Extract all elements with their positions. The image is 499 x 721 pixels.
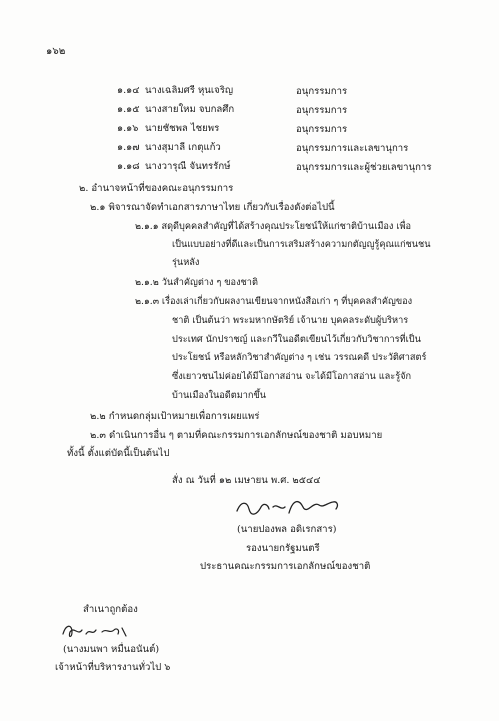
section-heading: ๒. อำนาจหน้าที่ของคณะอนุกรรมการ	[79, 183, 234, 194]
certifier-title: เจ้าหน้าที่บริหารงานทั่วไป ๖	[55, 662, 171, 673]
date-line: สั่ง ณ วันที่ ๑๒ เมษายน พ.ศ. ๒๕๔๔	[172, 475, 321, 486]
member-name: นายชัชพล ไชยพร	[145, 123, 220, 134]
member-role: อนุกรรมการ	[296, 86, 348, 97]
member-num: ๑.๑๖	[117, 123, 139, 134]
signer-name: (นายปองพล อดิเรกสาร)	[237, 524, 337, 535]
item-2-1-3-line: บ้านเมืองในอดีตมากขึ้น	[172, 390, 267, 401]
item-2-1-3-line: ประโยชน์ หรือหลักวิชาสำคัญต่าง ๆ เช่น วรรณคดี ประวัติศาสตร์	[172, 352, 427, 363]
page-number: ๑๖๒	[46, 46, 66, 57]
item-2-1: ๒.๑ พิจารณาจัดทำเอกสารภาษาไทย เกี่ยวกับเรื่องดังต่อไปนี้	[90, 202, 335, 213]
item-2-1-3-line: ๒.๑.๓ เรื่องเล่าเกี่ยวกับผลงานเขียนจากหนังสือเก่า ๆ ที่บุคคลสำคัญของ	[135, 296, 413, 307]
item-2-1-2: ๒.๑.๒ วันสำคัญต่าง ๆ ของชาติ	[135, 277, 258, 288]
item-2-1-3-line: ซึ่งเยาวชนไม่ค่อยได้มีโอกาสอ่าน จะได้มีโอกาสอ่าน และรู้จัก	[172, 371, 412, 382]
member-name: นางเฉลิมศรี หุนเจริญ	[145, 85, 234, 96]
item-2-3: ๒.๓ ดำเนินการอื่น ๆ ตามที่คณะกรรมการเอกลักษณ์ของชาติ มอบหมาย	[90, 430, 383, 441]
item-2-1-1-line: รุ่นหลัง	[172, 257, 200, 268]
signer-title-2: ประธานคณะกรรมการเอกลักษณ์ของชาติ	[200, 561, 371, 572]
member-num: ๑.๑๔	[117, 85, 140, 96]
item-2-2: ๒.๒ กำหนดกลุ่มเป้าหมายเพื่อการเผยแพร่	[90, 411, 260, 422]
certifier-signature-image	[60, 620, 130, 642]
member-name: นางวารุณี จันทรรักษ์	[145, 161, 231, 172]
member-role: อนุกรรมการและเลขานุการ	[296, 143, 409, 154]
effective-statement: ทั้งนี้ ตั้งแต่บัดนี้เป็นต้นไป	[67, 448, 170, 459]
certify-label: สำเนาถูกต้อง	[83, 604, 138, 615]
member-role: อนุกรรมการ	[296, 124, 348, 135]
member-name: นางสุมาลี เกตุแก้ว	[145, 142, 221, 153]
member-num: ๑.๑๘	[117, 161, 140, 172]
member-name: นางสายใหม จบกลศึก	[145, 104, 235, 115]
member-num: ๑.๑๗	[117, 142, 140, 153]
item-2-1-3-line: ชาติ เป็นต้นว่า พระมหากษัตริย์ เจ้านาย บุคคลระดับผู้บริหาร	[172, 315, 409, 326]
item-2-1-1-line: เป็นแบบอย่างที่ดีและเป็นการเสริมสร้างความกตัญญูรู้คุณแก่ชนชน	[172, 239, 431, 250]
certifier-name: (นางมนพา หมื่นอนันต์)	[63, 644, 160, 655]
item-2-1-3-line: ประเทศ นักปราชญ์ และกวีในอดีตเขียนไว้เกี่ยวกับวิชาการที่เป็น	[172, 334, 421, 345]
member-role: อนุกรรมการ	[296, 105, 348, 116]
item-2-1-1-line: ๒.๑.๑ สดุดีบุคคลสำคัญที่ได้สร้างคุณประโยชน์ให้แก่ชาติบ้านเมือง เพื่อ	[135, 221, 412, 232]
signature-image	[233, 493, 343, 521]
member-num: ๑.๑๕	[117, 104, 140, 115]
member-role: อนุกรรมการและผู้ช่วยเลขานุการ	[296, 162, 432, 173]
signer-title-1: รองนายกรัฐมนตรี	[246, 543, 320, 554]
